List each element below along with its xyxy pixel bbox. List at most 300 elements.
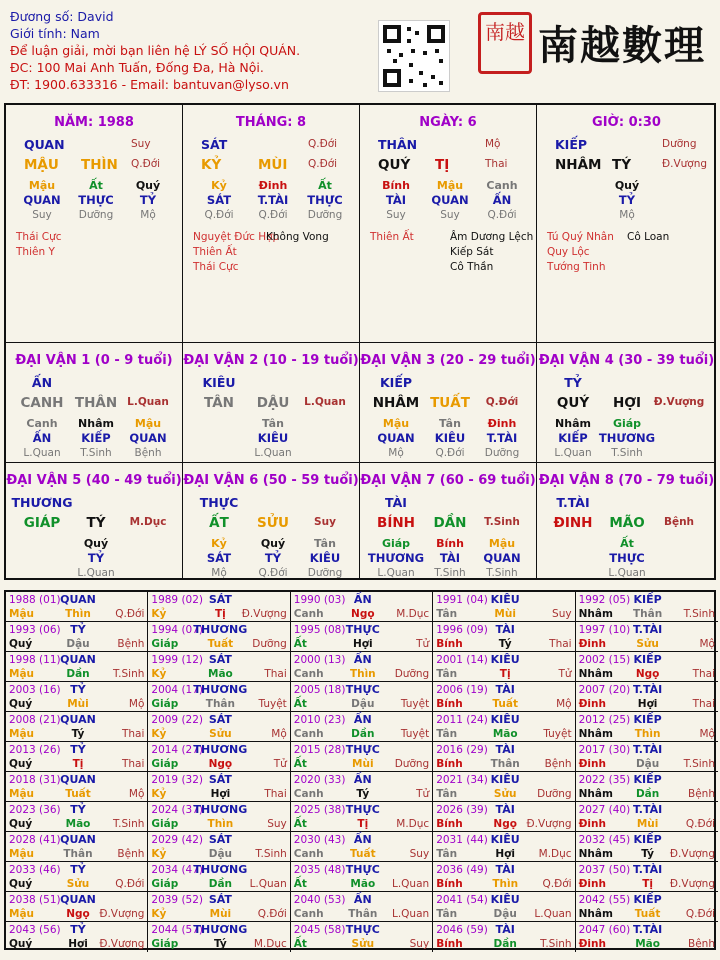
- year-cell: [576, 832, 718, 862]
- year-can: Bính: [436, 878, 463, 890]
- year-phase: Tuyệt: [400, 698, 430, 710]
- year-label: 1994 (07): [151, 624, 204, 636]
- dai-van-cell: [183, 463, 360, 580]
- hidden-star: THƯƠNG: [598, 431, 656, 445]
- pillar-cell: [183, 105, 360, 343]
- year-star: TÀI: [495, 923, 515, 936]
- dai-van-star: KIẾP: [379, 375, 413, 390]
- year-can: Đinh: [578, 878, 606, 890]
- year-phase: M.Dục: [253, 938, 287, 950]
- hidden-phase: Dưỡng: [307, 567, 343, 579]
- hidden-star: TỶ: [264, 551, 282, 565]
- dai-van-phase: L.Quan: [127, 396, 169, 408]
- qr-code-icon[interactable]: [378, 20, 450, 92]
- hidden-stem: Ất: [89, 179, 103, 192]
- year-can: Nhâm: [578, 848, 613, 860]
- year-label: 1999 (12): [151, 654, 204, 666]
- hidden-phase: L.Quan: [554, 447, 592, 459]
- dai-van-chi: MÃO: [609, 515, 645, 531]
- year-cell: [148, 622, 290, 652]
- year-star: SÁT: [208, 833, 232, 846]
- year-chi: Thân: [348, 908, 378, 920]
- year-cell: [291, 772, 433, 802]
- dai-van-star: ẤN: [31, 375, 53, 390]
- year-phase: Thai: [121, 728, 145, 740]
- year-label: 2029 (42): [151, 834, 204, 846]
- hidden-star: ẤN: [32, 431, 52, 445]
- year-star: TỶ: [70, 923, 86, 936]
- year-can: Mậu: [9, 848, 35, 860]
- dai-van-chi: SỬU: [257, 515, 289, 531]
- year-cell: [6, 622, 148, 652]
- year-phase: Tuyệt: [400, 728, 430, 740]
- dai-van-title: ĐẠI VẬN 4 (30 - 39 tuổi): [538, 353, 715, 368]
- year-cell: [291, 832, 433, 862]
- year-can: Giáp: [151, 698, 179, 710]
- dai-van-can: NHÂM: [372, 395, 420, 411]
- year-can: Nhâm: [578, 728, 613, 740]
- year-phase: T.Sinh: [112, 818, 145, 830]
- year-can: Giáp: [151, 878, 179, 890]
- year-phase: Thai: [121, 758, 145, 770]
- year-star: KIÊU: [490, 713, 520, 726]
- dai-van-phase: M.Dục: [129, 516, 167, 528]
- pillar-can: KỶ: [201, 157, 222, 173]
- year-cell: [291, 652, 433, 682]
- dai-van-cell: [537, 463, 716, 580]
- year-cell: [433, 922, 575, 952]
- year-star: T.TÀI: [632, 863, 663, 876]
- hidden-stem: Canh: [486, 179, 518, 192]
- year-chi: Tý: [641, 848, 654, 860]
- hidden-stem: Nhâm: [78, 417, 114, 430]
- year-label: 2004 (17): [151, 684, 204, 696]
- year-star: ẤN: [353, 653, 372, 666]
- year-star: KIÊU: [490, 593, 520, 606]
- year-can: Tân: [436, 788, 458, 800]
- year-chi: Dần: [493, 938, 517, 950]
- year-star: KIẾP: [633, 593, 662, 606]
- year-can: Tân: [436, 668, 458, 680]
- pillar-can: NHÂM: [555, 157, 602, 173]
- year-can: Đinh: [578, 638, 606, 650]
- year-chi: Thân: [205, 698, 235, 710]
- year-can: Mậu: [9, 788, 35, 800]
- dai-van-phase: Suy: [314, 516, 336, 528]
- year-cell: [433, 652, 575, 682]
- year-star: KIẾP: [633, 833, 662, 846]
- year-chi: Tị: [499, 668, 511, 680]
- dai-van-cell: [183, 343, 360, 463]
- year-star: ẤN: [353, 893, 372, 906]
- year-phase: Mộ: [699, 638, 715, 650]
- hidden-phase: L.Quan: [23, 447, 61, 459]
- hidden-phase: Bệnh: [134, 447, 162, 459]
- year-chi: Tuất: [207, 638, 234, 650]
- year-chi: Dậu: [635, 758, 660, 770]
- year-star: QUAN: [60, 893, 96, 906]
- hidden-stem: Kỷ: [211, 179, 227, 192]
- year-label: 2036 (49): [436, 864, 488, 876]
- year-phase: T.Sinh: [683, 758, 715, 770]
- year-label: 2028 (41): [9, 834, 61, 846]
- year-phase: Mộ: [556, 698, 572, 710]
- year-cell: [433, 832, 575, 862]
- year-can: Ất: [293, 878, 307, 890]
- shensha-left: Quy Lộc: [547, 246, 590, 258]
- year-star: KIÊU: [490, 653, 520, 666]
- hidden-star: THỰC: [307, 193, 343, 207]
- year-phase: Thai: [692, 698, 715, 710]
- year-can: Canh: [293, 788, 324, 800]
- year-phase: Dưỡng: [394, 758, 430, 770]
- hidden-star: TỶ: [87, 551, 105, 565]
- hidden-star: KIẾP: [81, 431, 111, 445]
- year-cell: [576, 622, 718, 652]
- dai-van-title: ĐẠI VẬN 7 (60 - 69 tuổi): [360, 473, 536, 488]
- red-seal-stamp: 南越: [478, 12, 532, 74]
- year-can: Bính: [436, 818, 463, 830]
- year-star: THƯƠNG: [193, 803, 248, 816]
- hidden-phase: Mộ: [388, 447, 404, 459]
- year-chi: Sửu: [636, 638, 659, 650]
- year-label: 2034 (47): [151, 864, 204, 876]
- pillar-chi-phase: Thai: [485, 158, 508, 170]
- year-can: Quý: [9, 638, 33, 650]
- year-phase: Dưỡng: [394, 668, 430, 680]
- year-can: Nhâm: [578, 608, 613, 620]
- year-chi: Mùi: [494, 608, 516, 620]
- year-cell: [576, 652, 718, 682]
- hidden-phase: T.Sinh: [434, 567, 466, 579]
- year-cell: [148, 922, 290, 952]
- year-phase: Suy: [409, 938, 430, 950]
- year-star: SÁT: [208, 773, 232, 786]
- year-label: 1997 (10): [578, 624, 631, 636]
- year-cell: [148, 682, 290, 712]
- dai-van-can: ĐINH: [553, 515, 593, 531]
- dai-van-cell: [360, 463, 537, 580]
- dai-van-phase: T.Sinh: [484, 516, 520, 528]
- year-chi: Sửu: [351, 938, 375, 950]
- hidden-star: ẤN: [492, 193, 512, 207]
- year-chi: Tý: [71, 728, 85, 740]
- year-label: 2008 (21): [9, 714, 61, 726]
- year-star: THỰC: [345, 923, 380, 936]
- year-phase: L.Quan: [391, 878, 430, 890]
- year-cell: [433, 802, 575, 832]
- year-label: 1995 (08): [293, 624, 346, 636]
- year-cell: [291, 862, 433, 892]
- year-can: Đinh: [578, 818, 606, 830]
- year-star: ẤN: [353, 773, 372, 786]
- year-chi: Hợi: [495, 848, 515, 860]
- year-chi: Thân: [63, 848, 93, 860]
- hidden-star: THỰC: [78, 193, 114, 207]
- hidden-star: QUAN: [129, 431, 167, 445]
- year-can: Canh: [293, 728, 324, 740]
- hidden-phase: Suy: [32, 209, 52, 221]
- year-chi: Dậu: [493, 908, 517, 920]
- hidden-star: TỶ: [618, 193, 636, 207]
- year-label: 2030 (43): [293, 834, 346, 846]
- hidden-star: THỰC: [609, 551, 645, 565]
- year-cell: [433, 772, 575, 802]
- year-chi: Mùi: [352, 758, 374, 770]
- dai-van-can: GIÁP: [23, 515, 61, 531]
- shensha-right: Kiếp Sát: [450, 246, 494, 258]
- year-label: 2010 (23): [293, 714, 346, 726]
- year-chi: Thìn: [349, 668, 376, 680]
- year-cell: [6, 592, 148, 622]
- year-phase: Suy: [409, 848, 430, 860]
- hidden-stem: Tân: [262, 417, 284, 430]
- year-label: 2017 (30): [578, 744, 631, 756]
- year-label: 2045 (58): [293, 924, 346, 936]
- year-phase: T.Sinh: [112, 668, 145, 680]
- hidden-stem: Mậu: [488, 537, 516, 550]
- year-chi: Tý: [356, 788, 370, 800]
- year-can: Kỷ: [151, 788, 167, 800]
- year-can: Kỷ: [151, 728, 167, 740]
- year-chi: Sửu: [66, 878, 90, 890]
- year-can: Tân: [436, 848, 458, 860]
- hidden-star: T.TÀI: [257, 193, 289, 207]
- year-can: Bính: [436, 638, 463, 650]
- hidden-star: QUAN: [23, 193, 61, 207]
- hidden-stem: Đinh: [258, 179, 288, 192]
- dai-van-chi: DẦN: [433, 515, 467, 531]
- dai-van-can: ẤT: [209, 515, 229, 531]
- year-star: T.TÀI: [632, 623, 663, 636]
- hidden-stem: Đinh: [487, 417, 517, 430]
- pillar-title: GIỜ: 0:30: [592, 115, 661, 130]
- dai-van-star: KIÊU: [202, 375, 236, 390]
- hidden-stem: Giáp: [612, 417, 642, 430]
- year-cell: [6, 712, 148, 742]
- pillar-chi: THÌN: [81, 157, 118, 173]
- year-star: THƯƠNG: [193, 623, 248, 636]
- hidden-phase: Suy: [440, 209, 460, 221]
- year-star: ẤN: [353, 713, 372, 726]
- year-can: Canh: [293, 848, 324, 860]
- hidden-phase: Dưỡng: [307, 209, 343, 221]
- year-star: KIẾP: [633, 893, 662, 906]
- year-cell: [148, 862, 290, 892]
- hidden-phase: L.Quan: [608, 567, 646, 579]
- year-cell: [6, 922, 148, 952]
- year-phase: Đ.Vượng: [241, 608, 287, 620]
- year-cell: [576, 682, 718, 712]
- year-chi: Hợi: [637, 698, 658, 710]
- shensha-left: Thiên Ất: [193, 246, 237, 258]
- pillar-title: THÁNG: 8: [235, 115, 307, 130]
- hidden-star: T.TÀI: [486, 431, 518, 445]
- annual-luck-grid: [4, 590, 716, 950]
- contact-invite: Để luận giải, mời bạn liên hệ LÝ SỐ HỘI QUÁN.: [10, 43, 301, 58]
- year-star: KIẾP: [633, 653, 662, 666]
- year-phase: Tử: [558, 668, 572, 680]
- year-cell: [433, 862, 575, 892]
- year-star: THỰC: [345, 743, 380, 756]
- year-star: THỰC: [345, 863, 380, 876]
- year-star: KIÊU: [490, 773, 520, 786]
- year-star: THƯƠNG: [193, 863, 248, 876]
- hidden-stem: Giáp: [381, 537, 411, 550]
- year-can: Nhâm: [578, 668, 613, 680]
- year-chi: Mùi: [209, 908, 232, 920]
- hidden-star: SÁT: [206, 193, 232, 207]
- year-chi: Tị: [357, 818, 369, 830]
- year-chi: Mão: [65, 818, 91, 830]
- year-chi: Tý: [498, 638, 512, 650]
- year-label: 2037 (50): [578, 864, 631, 876]
- dai-van-chi: THÂN: [74, 395, 118, 411]
- year-star: THƯƠNG: [193, 743, 248, 756]
- year-label: 1993 (06): [9, 624, 61, 636]
- shensha-left: Thái Cực: [16, 231, 62, 243]
- year-can: Ất: [293, 758, 307, 770]
- year-label: 2018 (31): [9, 774, 61, 786]
- year-label: 2025 (38): [293, 804, 346, 816]
- year-can: Kỷ: [151, 848, 167, 860]
- pillar-can: QUÝ: [378, 157, 411, 173]
- dai-van-phase: Bệnh: [663, 516, 695, 528]
- hidden-stem: Mậu: [134, 417, 162, 430]
- year-phase: Tử: [416, 638, 430, 650]
- year-cell: [291, 892, 433, 922]
- year-can: Quý: [9, 818, 33, 830]
- pillar-top-phase: Dưỡng: [662, 138, 697, 150]
- year-label: 2021 (34): [436, 774, 488, 786]
- year-star: THỰC: [345, 803, 380, 816]
- year-label: 2046 (59): [436, 924, 488, 936]
- year-star: TỶ: [70, 803, 86, 816]
- pillar-chi-phase: Q.Đới: [131, 158, 161, 170]
- year-label: 2009 (22): [151, 714, 204, 726]
- year-chi: Mão: [350, 878, 376, 890]
- year-star: T.TÀI: [632, 803, 663, 816]
- year-phase: L.Quan: [391, 908, 430, 920]
- hidden-phase: L.Quan: [377, 567, 415, 579]
- hidden-phase: Suy: [386, 209, 406, 221]
- year-cell: [6, 892, 148, 922]
- dai-van-cell: [537, 343, 716, 463]
- year-can: Tân: [436, 608, 458, 620]
- dai-van-title: ĐẠI VẬN 8 (70 - 79 tuổi): [538, 473, 715, 488]
- year-can: Bính: [436, 938, 463, 950]
- year-label: 2032 (45): [578, 834, 631, 846]
- hidden-star: TÀI: [385, 193, 407, 207]
- year-chi: Mùi: [67, 698, 89, 710]
- year-can: Giáp: [151, 758, 179, 770]
- hidden-phase: L.Quan: [254, 447, 292, 459]
- year-label: 1990 (03): [293, 594, 346, 606]
- dai-van-cell: [6, 343, 183, 463]
- year-phase: Q.Đới: [257, 908, 287, 920]
- dai-van-cell: [6, 463, 183, 580]
- year-star: KIẾP: [633, 773, 662, 786]
- hidden-phase: T.Sinh: [611, 447, 643, 459]
- year-label: 2000 (13): [293, 654, 346, 666]
- four-pillars-table: [4, 103, 716, 580]
- year-phase: Suy: [267, 818, 287, 830]
- year-star: SÁT: [208, 593, 232, 606]
- year-can: Ất: [293, 638, 307, 650]
- year-star: TÀI: [495, 863, 515, 876]
- year-label: 2016 (29): [436, 744, 488, 756]
- year-cell: [576, 922, 718, 952]
- phone-email: ĐT: 1900.633316 - Email: bantuvan@lyso.vn: [10, 77, 289, 92]
- year-chi: Thìn: [634, 728, 661, 740]
- hidden-phase: L.Quan: [77, 567, 115, 579]
- year-label: 2038 (51): [9, 894, 61, 906]
- pillar-title: NGÀY: 6: [419, 115, 477, 130]
- year-cell: [576, 742, 718, 772]
- dai-van-title: ĐẠI VẬN 2 (10 - 19 tuổi): [183, 353, 359, 368]
- hidden-star: KIÊU: [434, 431, 466, 445]
- year-star: SÁT: [208, 713, 232, 726]
- year-chi: Ngọ: [351, 608, 375, 620]
- year-phase: Tử: [416, 788, 430, 800]
- year-cell: [6, 772, 148, 802]
- year-star: TỶ: [70, 623, 86, 636]
- year-phase: L.Quan: [534, 908, 572, 920]
- year-chi: Dần: [351, 728, 375, 740]
- year-can: Mậu: [9, 728, 35, 740]
- year-cell: [148, 712, 290, 742]
- pillar-top-phase: Mộ: [485, 138, 501, 150]
- pillar-cell: [537, 105, 716, 343]
- year-star: SÁT: [208, 893, 232, 906]
- year-label: 2035 (48): [293, 864, 346, 876]
- year-star: TỶ: [70, 863, 86, 876]
- hidden-stem: Mậu: [382, 417, 410, 430]
- hidden-stem: Bính: [382, 179, 410, 192]
- hidden-phase: Mộ: [619, 209, 635, 221]
- year-cell: [576, 772, 718, 802]
- shensha-left: Tú Quý Nhân: [547, 231, 614, 243]
- year-cell: [433, 592, 575, 622]
- year-star: T.TÀI: [632, 743, 663, 756]
- year-star: QUAN: [60, 773, 96, 786]
- year-chi: Sửu: [493, 788, 517, 800]
- dai-van-title: ĐẠI VẬN 5 (40 - 49 tuổi): [6, 473, 182, 488]
- year-label: 2019 (32): [151, 774, 204, 786]
- year-phase: M.Dục: [396, 818, 430, 830]
- year-label: 1991 (04): [436, 594, 488, 606]
- year-chi: Thìn: [492, 878, 519, 890]
- year-label: 1988 (01): [9, 594, 61, 606]
- hidden-phase: Q.Đới: [435, 447, 465, 459]
- year-star: THƯƠNG: [193, 923, 248, 936]
- pillar-top-star: QUAN: [24, 137, 65, 152]
- year-chi: Dậu: [208, 848, 233, 860]
- year-chi: Hợi: [210, 788, 231, 800]
- year-chi: Dần: [635, 788, 660, 800]
- year-chi: Thìn: [207, 818, 234, 830]
- dai-van-title: ĐẠI VẬN 3 (20 - 29 tuổi): [360, 353, 536, 368]
- year-cell: [148, 832, 290, 862]
- hidden-stem: Quý: [260, 537, 286, 550]
- hidden-star: QUAN: [377, 431, 415, 445]
- year-label: 2040 (53): [293, 894, 346, 906]
- year-star: TÀI: [495, 683, 515, 696]
- dai-van-chi: TÝ: [86, 515, 106, 531]
- hidden-stem: Canh: [26, 417, 58, 430]
- hidden-stem: Quý: [83, 537, 109, 550]
- hidden-stem: Quý: [614, 179, 640, 192]
